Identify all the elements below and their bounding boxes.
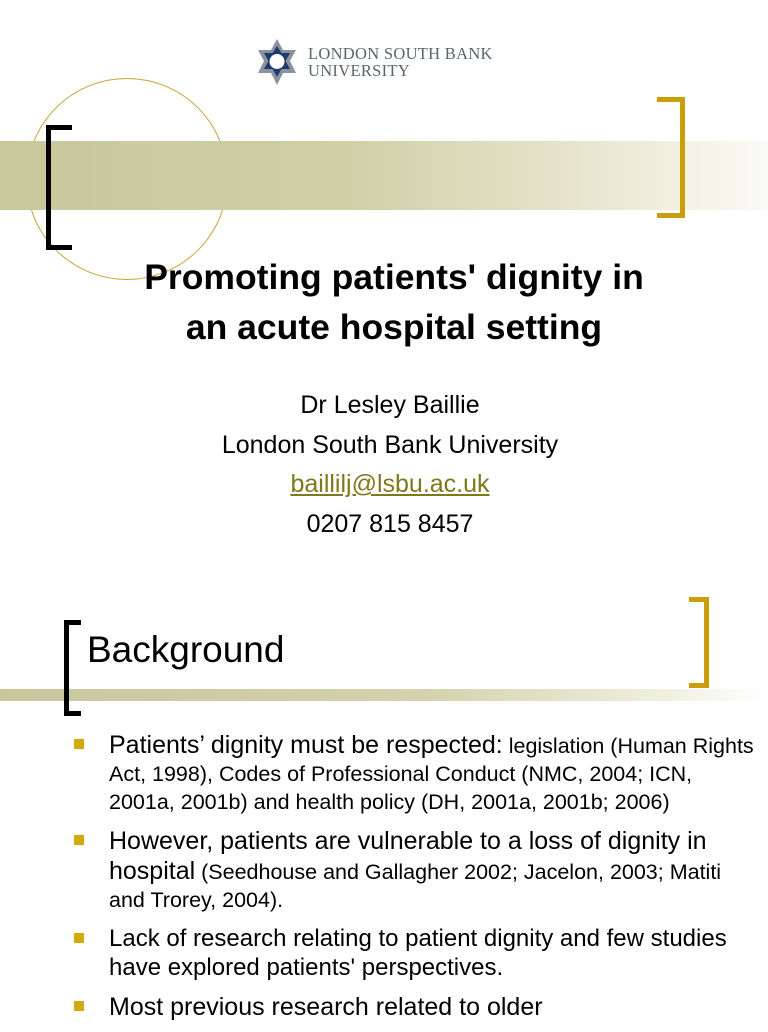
bullet-detail-text: (Seedhouse and Gallagher 2002; Jacelon, 2003; Matiti and Trorey, 2004). — [109, 860, 722, 912]
right-bracket-decoration — [657, 97, 685, 218]
slide-title — [40, 252, 748, 352]
title-band — [0, 141, 768, 210]
logo-line-1: LONDON SOUTH BANK — [308, 44, 493, 63]
list-item — [74, 992, 754, 1022]
logo-wordmark — [308, 45, 493, 79]
title-line-1: Promoting patients' dignity in — [144, 257, 644, 297]
author-info — [40, 386, 740, 544]
institution-name: London South Bank University — [221, 430, 559, 459]
list-item — [74, 826, 754, 914]
author-name: Dr Lesley Baillie — [300, 391, 480, 419]
list-item — [74, 730, 754, 816]
logo-line-2: UNIVERSITY — [308, 61, 410, 80]
left-bracket-decoration — [64, 620, 81, 716]
phone-number: 0207 815 8457 — [306, 509, 474, 538]
bullet-lead-text: Patients’ dignity must be respected: — [109, 731, 503, 759]
bullet-list — [74, 730, 754, 1032]
list-item — [74, 924, 754, 982]
bullet-square-icon — [74, 933, 84, 943]
bullet-square-icon — [74, 739, 84, 749]
section-heading: Background — [87, 629, 285, 670]
bullet-detail-text: legislation (Human Rights Act, 1998), Codes of Professional Conduct (NMC, 2004; ICN, 2001a, 2001b) and health policy (DH, 2001a, 2001b; 2006) — [109, 734, 754, 814]
email-link[interactable]: baillilj@lsbu.ac.uk — [290, 470, 490, 498]
right-bracket-decoration — [689, 597, 709, 688]
bullet-lead-text: However, patients are vulnerable to a loss of dignity in hospital — [109, 827, 707, 885]
bullet-lead-text: Most previous research related to older — [109, 993, 543, 1021]
star-emblem-icon — [252, 37, 302, 87]
title-line-2: an acute hospital setting — [185, 307, 603, 347]
left-bracket-decoration — [46, 125, 72, 250]
university-logo — [252, 36, 493, 88]
bullet-square-icon — [74, 835, 84, 845]
heading-band — [0, 689, 768, 701]
bullet-lead-text: Lack of research relating to patient dignity and few studies have explored patients' perspectives. — [109, 925, 727, 981]
bullet-square-icon — [74, 1001, 84, 1011]
